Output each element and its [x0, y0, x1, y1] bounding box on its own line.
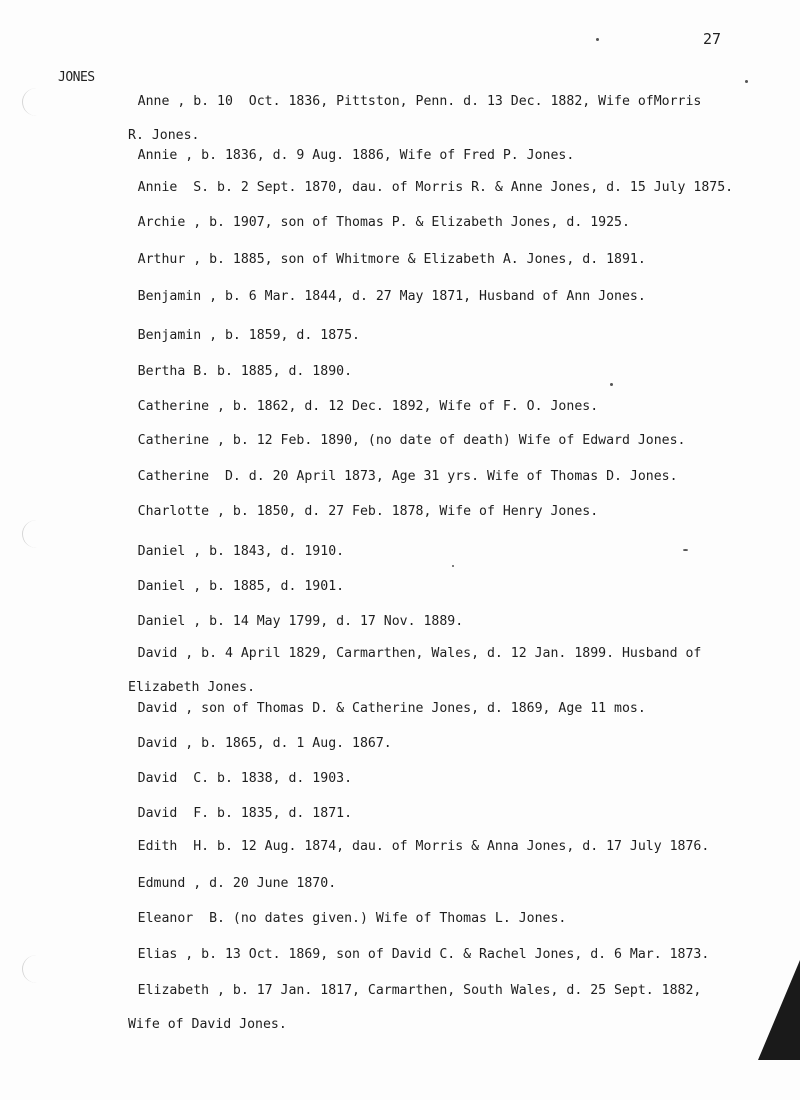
entry-text: Edith H. b. 12 Aug. 1874, dau. of Morris & Anna Jones, d. 17 July 1876.	[137, 839, 710, 854]
entry-text: Benjamin , b. 1859, d. 1875.	[137, 328, 360, 343]
entry-text: Daniel , b. 1843, d. 1910.	[137, 544, 345, 559]
entry-text: Edmund , d. 20 June 1870.	[137, 876, 337, 891]
scan-speck	[745, 80, 748, 83]
page-number: 27	[703, 30, 722, 48]
scan-speck	[596, 38, 599, 41]
entry-continuation: Elizabeth Jones.	[128, 680, 256, 695]
entry-text: Eleanor B. (no dates given.) Wife of Thomas L. Jones.	[137, 911, 567, 926]
entry-text: Archie , b. 1907, son of Thomas P. & Elizabeth Jones, d. 1925.	[137, 215, 630, 230]
entry-text: Charlotte , b. 1850, d. 27 Feb. 1878, Wife of Henry Jones.	[137, 504, 599, 519]
surname-heading: JONES	[58, 70, 95, 85]
entry-text: Annie , b. 1836, d. 9 Aug. 1886, Wife of Fred P. Jones.	[137, 148, 575, 163]
entry-text: Catherine D. d. 20 April 1873, Age 31 yrs. Wife of Thomas D. Jones.	[137, 469, 678, 484]
scan-speck	[683, 549, 688, 551]
entry-text: Bertha B. b. 1885, d. 1890.	[137, 364, 353, 379]
entry-text: Arthur , b. 1885, son of Whitmore & Elizabeth A. Jones, d. 1891.	[137, 252, 646, 267]
entry-text: David C. b. 1838, d. 1903.	[137, 771, 353, 786]
entry-continuation: Wife of David Jones.	[128, 1017, 287, 1032]
entry-text: Catherine , b. 1862, d. 12 Dec. 1892, Wife of F. O. Jones.	[137, 399, 599, 414]
scan-corner-shadow	[758, 960, 800, 1060]
entry-continuation: R. Jones.	[128, 128, 200, 143]
entry-text: Elizabeth , b. 17 Jan. 1817, Carmarthen, South Wales, d. 25 Sept. 1882,	[137, 983, 702, 998]
scan-speck	[452, 565, 454, 567]
entry-text: David , son of Thomas D. & Catherine Jones, d. 1869, Age 11 mos.	[137, 701, 646, 716]
entry-text: Benjamin , b. 6 Mar. 1844, d. 27 May 1871, Husband of Ann Jones.	[137, 289, 646, 304]
entry-text: Annie S. b. 2 Sept. 1870, dau. of Morris R. & Anne Jones, d. 15 July 1875.	[137, 180, 734, 195]
entry-text: David F. b. 1835, d. 1871.	[137, 806, 353, 821]
scan-speck	[610, 383, 613, 386]
entry-text: David , b. 1865, d. 1 Aug. 1867.	[137, 736, 392, 751]
entry-text: Catherine , b. 12 Feb. 1890, (no date of death) Wife of Edward Jones.	[137, 433, 686, 448]
entry-text: Daniel , b. 14 May 1799, d. 17 Nov. 1889.	[137, 614, 464, 629]
entry-text: Elias , b. 13 Oct. 1869, son of David C. & Rachel Jones, d. 6 Mar. 1873.	[137, 947, 710, 962]
entry-text: Daniel , b. 1885, d. 1901.	[137, 579, 345, 594]
list-item	[90, 965, 701, 1067]
entry-text: David , b. 4 April 1829, Carmarthen, Wales, d. 12 Jan. 1899. Husband of	[137, 646, 702, 661]
entry-text: Anne , b. 10 Oct. 1836, Pittston, Penn. d. 13 Dec. 1882, Wife ofMorris	[137, 94, 702, 109]
